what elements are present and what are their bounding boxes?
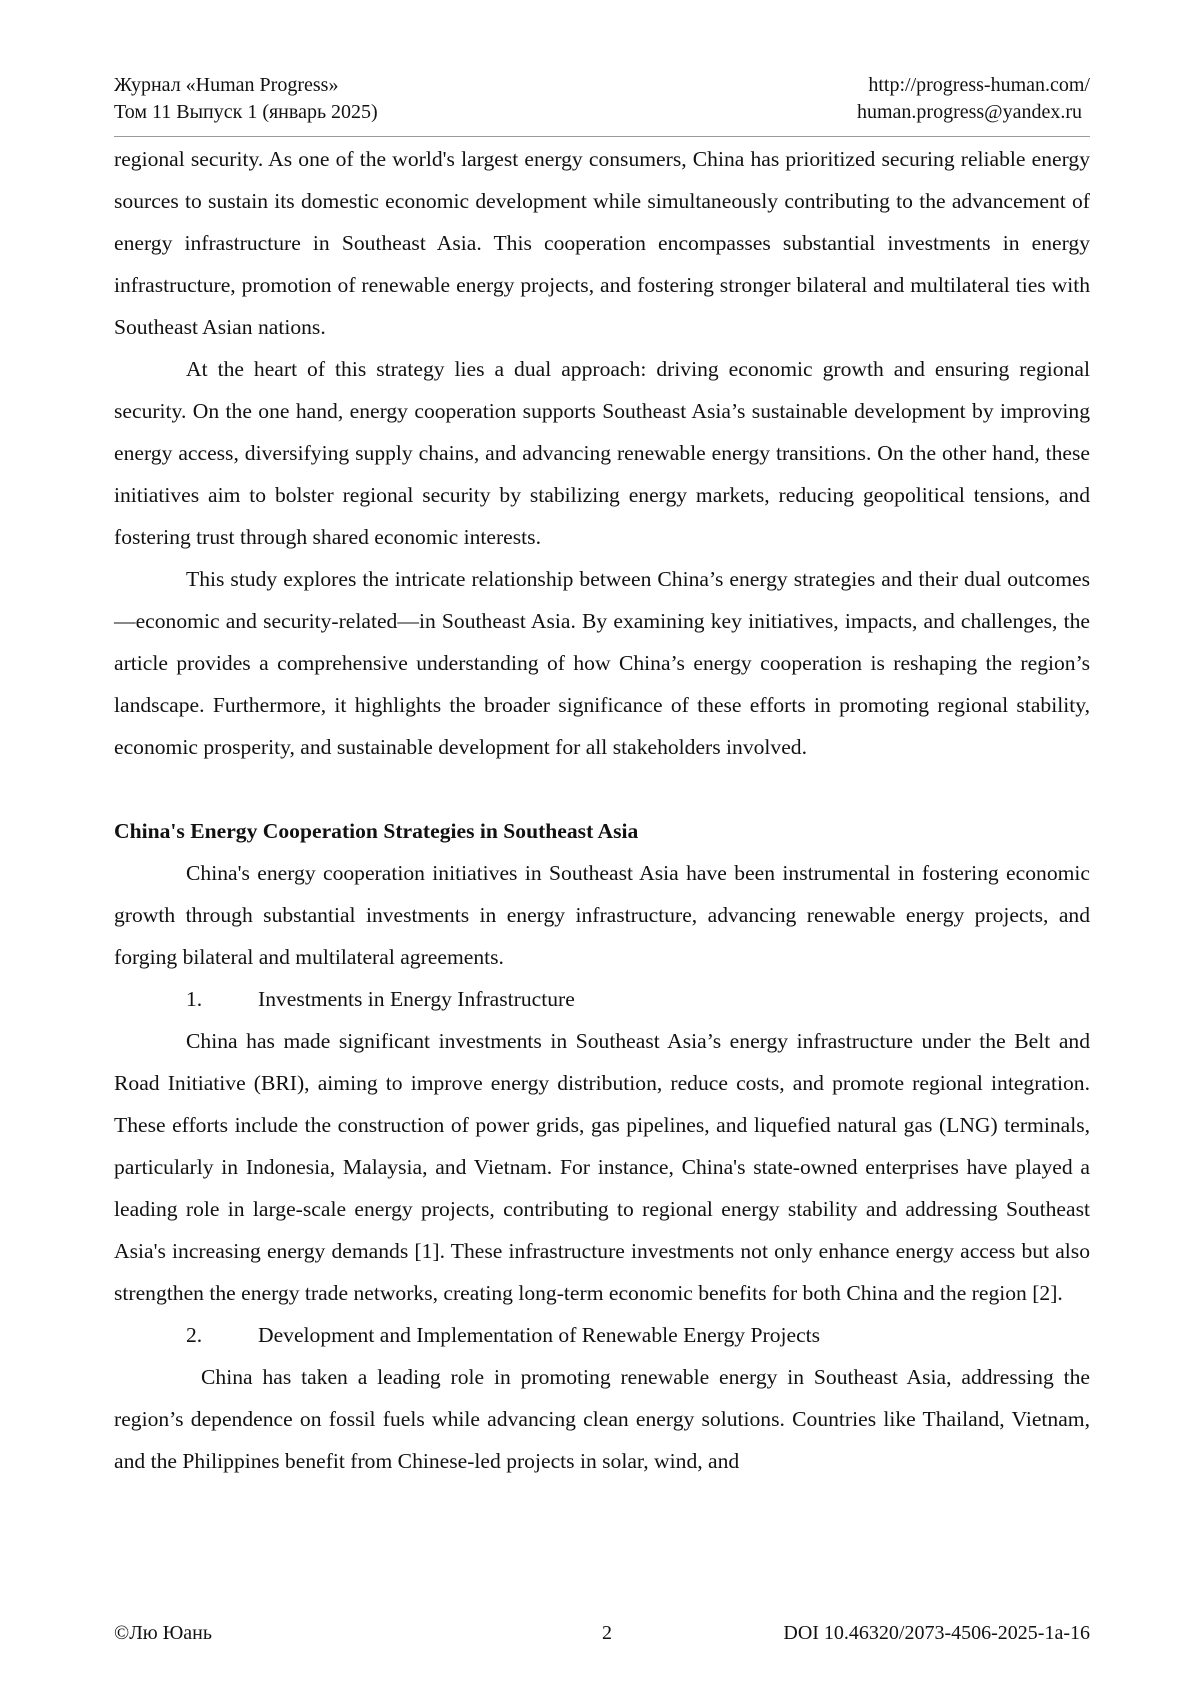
journal-url[interactable]: http://progress-human.com/ bbox=[868, 74, 1090, 96]
paragraph-2: At the heart of this strategy lies a dual approach: driving economic growth and ensuring regional security. On the one hand, energy cooperation supports Southeast Asia’s sustainable development by improving energy access, diversifying supply chains, and advancing renewable energy transitions. On the other hand, these initiatives aim to bolster regional security by stabilizing energy markets, reducing geopolitical tensions, and fostering trust through shared economic interests. bbox=[114, 357, 1090, 549]
paragraph-5: China has made significant investments in Southeast Asia’s energy infrastructure under the Belt and Road Initiative (BRI), aiming to improve energy distribution, reduce costs, and promote regional integration. These efforts include the construction of power grids, gas pipelines, and liquefied natural gas (LNG) terminals, particularly in Indonesia, Malaysia, and Vietnam. For instance, China's state-owned enterprises have played a leading role in large-scale energy projects, contributing to regional energy stability and addressing Southeast Asia's increasing energy demands [1]. These infrastructure investments not only enhance energy access but also strengthen the energy trade networks, creating long-term economic benefits for both China and the region [2]. bbox=[114, 1029, 1090, 1305]
list-number: 1. bbox=[186, 987, 203, 1011]
list-item-1 bbox=[114, 978, 1090, 1020]
journal-issue: Том 11 Выпуск 1 (январь 2025) bbox=[114, 101, 378, 123]
list-item-text: Development and Implementation of Renewable Energy Projects bbox=[258, 1323, 821, 1347]
copyright: ©Лю Юань bbox=[114, 1622, 212, 1644]
page-number: 2 bbox=[602, 1622, 612, 1644]
journal-contacts bbox=[857, 72, 1090, 126]
paragraph-1: regional security. As one of the world's largest energy consumers, China has prioritized securing reliable energy sources to sustain its domestic economic development while simultaneously contributing to the advancement of energy infrastructure in Southeast Asia. This cooperation encompasses substantial investments in energy infrastructure, promotion of renewable energy projects, and fostering stronger bilateral and multilateral ties with Southeast Asian nations. bbox=[114, 147, 1090, 339]
journal-title: Журнал «Human Progress» bbox=[114, 74, 339, 96]
section-heading: China's Energy Cooperation Strategies in Southeast Asia bbox=[114, 819, 639, 843]
paragraph-4: China's energy cooperation initiatives in Southeast Asia have been instrumental in fostering economic growth through substantial investments in energy infrastructure, advancing renewable energy projects, and forging bilateral and multilateral agreements. bbox=[114, 861, 1090, 969]
list-item-text: Investments in Energy Infrastructure bbox=[258, 987, 575, 1011]
running-footer bbox=[114, 1620, 1090, 1647]
journal-info bbox=[114, 72, 378, 126]
paragraph-6: China has taken a leading role in promoting renewable energy in Southeast Asia, addressing the region’s dependence on fossil fuels while advancing clean energy solutions. Countries like Thailand, Vietnam, and the Philippines benefit from Chinese-led projects in solar, wind, and bbox=[114, 1365, 1090, 1473]
doi: DOI 10.46320/2073-4506-2025-1a-16 bbox=[783, 1622, 1090, 1644]
blank-line bbox=[114, 768, 1090, 810]
paragraph-3: This study explores the intricate relationship between China’s energy strategies and their dual outcomes—economic and security-related—in Southeast Asia. By examining key initiatives, impacts, and challenges, the article provides a comprehensive understanding of how China’s energy cooperation is reshaping the region’s landscape. Furthermore, it highlights the broader significance of these efforts in promoting regional stability, economic prosperity, and sustainable development for all stakeholders involved. bbox=[114, 567, 1090, 759]
list-item-2 bbox=[114, 1314, 1090, 1356]
list-number: 2. bbox=[186, 1323, 203, 1347]
article-body bbox=[114, 138, 1090, 1482]
header-divider bbox=[114, 136, 1090, 137]
journal-email[interactable]: human.progress@yandex.ru bbox=[856, 101, 1082, 123]
